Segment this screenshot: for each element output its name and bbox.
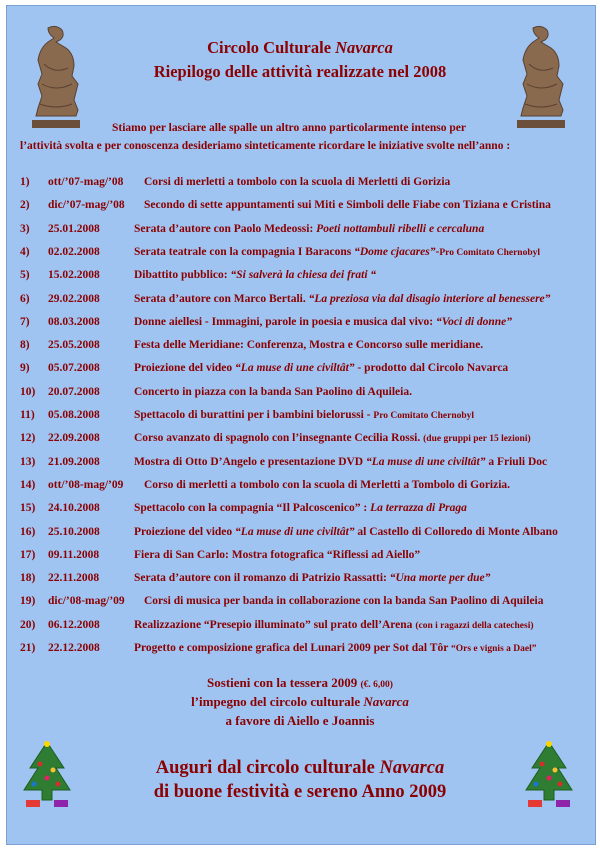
item-date: 29.02.2008 — [48, 292, 100, 305]
commitment-line — [0, 694, 600, 710]
item-description — [134, 619, 534, 631]
item-title: “La muse di une civiltât” — [235, 525, 355, 538]
item-description — [134, 223, 484, 235]
membership-line — [0, 675, 600, 691]
item-number: 21) — [20, 642, 36, 654]
item-text: Secondo di sette appuntamenti sui Miti e Simboli delle Fiabe con Tiziana e Cristina — [144, 199, 551, 212]
item-text: Proiezione del video — [134, 525, 236, 538]
item-date: 06.12.2008 — [48, 618, 100, 631]
item-description — [134, 316, 512, 328]
item-text: Concerto in piazza con la banda San Paolino di Aquileia. — [134, 385, 412, 398]
item-number: 7) — [20, 315, 30, 328]
item-description — [134, 269, 376, 281]
item-text: Mostra di Otto D’Angelo e presentazione DVD — [134, 455, 366, 468]
item-text: Corsi di merletti a tombolo con la scuola di Merletti di Gorizia — [144, 176, 451, 188]
greeting-line-1 — [0, 758, 600, 779]
item-description — [134, 526, 558, 538]
item-description — [134, 362, 508, 374]
item-title: “Voci di donne” — [436, 315, 513, 328]
item-date: dic/’08-mag/’09 — [48, 595, 125, 608]
item-note: (con i ragazzi della catechesi) — [415, 620, 534, 631]
item-date: ott/’07-mag/’08 — [48, 176, 124, 188]
item-description — [134, 642, 536, 654]
item-date: 15.02.2008 — [48, 269, 100, 282]
item-date: 22.11.2008 — [48, 572, 100, 585]
item-description — [144, 479, 510, 491]
item-description — [134, 293, 550, 305]
item-date: 05.08.2008 — [48, 409, 100, 421]
item-description — [134, 246, 540, 258]
item-date: 22.12.2008 — [48, 642, 100, 654]
membership-text: Sostieni con la tessera 2009 — [207, 675, 358, 690]
commitment-name: Navarca — [363, 694, 409, 709]
item-text: Spettacolo di burattini per i bambini bielorussi - — [134, 409, 374, 421]
item-date: 25.10.2008 — [48, 525, 100, 538]
item-title: “Una morte per due” — [389, 572, 491, 585]
beneficiaries-line: a favore di Aiello e Joannis — [225, 713, 375, 728]
commitment-text: l’impegno del circolo culturale — [191, 694, 361, 709]
item-date: 24.10.2008 — [48, 502, 100, 515]
item-number: 13) — [20, 455, 36, 468]
title-name: Navarca — [335, 38, 393, 57]
item-number: 1) — [20, 176, 30, 188]
item-date: 22.09.2008 — [48, 432, 100, 445]
item-title: “Dome cjacares” — [354, 245, 436, 258]
item-number: 16) — [20, 525, 36, 538]
item-number: 8) — [20, 339, 30, 352]
item-number: 17) — [20, 548, 36, 561]
item-note: “Ors e vignis a Dael” — [450, 644, 537, 654]
item-number: 15) — [20, 502, 36, 515]
item-text: Spettacolo con la compagnia “Il Palcoscenico” : — [134, 502, 371, 515]
item-title: Poeti nottambuli ribelli e cercaluna — [316, 222, 485, 235]
item-number: 20) — [20, 618, 36, 631]
item-text: Corsi di musica per banda in collaborazione con la banda San Paolino di Aquileia — [144, 595, 544, 608]
item-date: 21.09.2008 — [48, 455, 100, 468]
item-description — [134, 432, 531, 444]
item-text: Serata d’autore con Paolo Medeossi: — [134, 222, 317, 235]
item-suffix: - prodotto dal Circolo Navarca — [354, 362, 509, 375]
item-text: Proiezione del video — [134, 362, 236, 375]
item-text: Fiera di San Carlo: Mostra fotografica “Riflessi ad Aiello” — [134, 548, 421, 561]
intro-line-2: l’attività svolta e per conoscenza desideriamo sinteticamente ricordare le iniziative svolte nell’anno : — [20, 140, 511, 152]
item-title: “La muse di une civiltât” — [366, 455, 486, 468]
item-date: 08.03.2008 — [48, 315, 100, 328]
item-number: 2) — [20, 199, 30, 212]
item-description — [134, 502, 467, 514]
item-description — [134, 549, 420, 561]
item-number: 18) — [20, 572, 36, 585]
item-text: Serata d’autore con il romanzo di Patrizio Rassatti: — [134, 572, 390, 585]
item-suffix: a Friuli Doc — [485, 455, 548, 468]
item-date: 25.01.2008 — [48, 222, 100, 235]
item-text: Festa delle Meridiane: Conferenza, Mostra e Concorso sulle meridiane. — [134, 339, 484, 352]
item-text: Serata teatrale con la compagnia I Baracons — [134, 245, 355, 258]
item-title: “La preziosa via dal disagio interiore al benessere” — [308, 292, 551, 305]
item-date: 25.05.2008 — [48, 339, 100, 352]
item-title: “La muse di une civiltât” — [235, 362, 355, 375]
item-suffix: - — [435, 245, 440, 258]
greeting-name: Navarca — [379, 758, 445, 778]
item-number: 6) — [20, 292, 30, 305]
item-description — [134, 386, 412, 398]
item-number: 5) — [20, 269, 30, 282]
item-date: ott/’08-mag/’09 — [48, 478, 124, 491]
title-prefix: Circolo Culturale — [207, 38, 332, 57]
intro-line-1: Stiamo per lasciare alle spalle un altro anno particolarmente intenso per — [112, 122, 466, 134]
item-number: 14) — [20, 478, 36, 491]
item-number: 10) — [20, 385, 36, 398]
item-date: 20.07.2008 — [48, 385, 100, 398]
item-date: 02.02.2008 — [48, 245, 100, 258]
item-date: 09.11.2008 — [48, 548, 100, 561]
item-title: La terrazza di Praga — [370, 502, 467, 515]
item-note: (due gruppi per 15 lezioni) — [423, 434, 531, 445]
page-title — [0, 38, 600, 58]
item-text: Serata d’autore con Marco Bertali. — [134, 292, 309, 305]
item-number: 19) — [20, 595, 36, 608]
item-text: Progetto e composizione grafica del Lunari 2009 per Sot dal Tôr — [134, 642, 451, 654]
item-date: dic/’07-mag/’08 — [48, 199, 125, 212]
item-note: Pro Comitato Chernobyl — [439, 247, 540, 258]
greeting-line-2: di buone festività e sereno Anno 2009 — [153, 782, 447, 802]
item-description — [134, 409, 474, 421]
item-text: Corso avanzato di spagnolo con l’insegnante Cecilia Rossi. — [134, 432, 424, 445]
item-description — [144, 595, 544, 607]
item-title: “Si salverà la chiesa dei frati “ — [230, 269, 377, 282]
item-note: Pro Comitato Chernobyl — [373, 411, 475, 421]
item-number: 3) — [20, 222, 30, 235]
item-number: 11) — [20, 409, 35, 421]
item-text: Realizzazione “Presepio illuminato” sul prato dell’Arena — [134, 618, 416, 631]
item-date: 05.07.2008 — [48, 362, 100, 375]
item-description — [144, 199, 551, 211]
item-number: 4) — [20, 245, 30, 258]
item-description — [134, 572, 490, 584]
page-subtitle: Riepilogo delle attività realizzate nel 2008 — [153, 62, 447, 81]
item-number: 12) — [20, 432, 36, 445]
item-description — [134, 456, 547, 468]
item-text: Dibattito pubblico: — [134, 269, 231, 282]
item-text: Corso di merletti a tombolo con la scuola di Merletti a Tombolo di Gorizia. — [144, 478, 511, 491]
item-description — [144, 176, 450, 188]
membership-price: (€. 6,00) — [360, 680, 393, 690]
item-suffix: al Castello di Colloredo di Monte Albano — [354, 525, 558, 538]
item-number: 9) — [20, 362, 30, 375]
item-text: Donne aiellesi - Immagini, parole in poesia e musica dal vivo: — [134, 315, 436, 328]
item-description — [134, 339, 483, 351]
greeting-prefix: Auguri dal circolo culturale — [155, 758, 375, 778]
